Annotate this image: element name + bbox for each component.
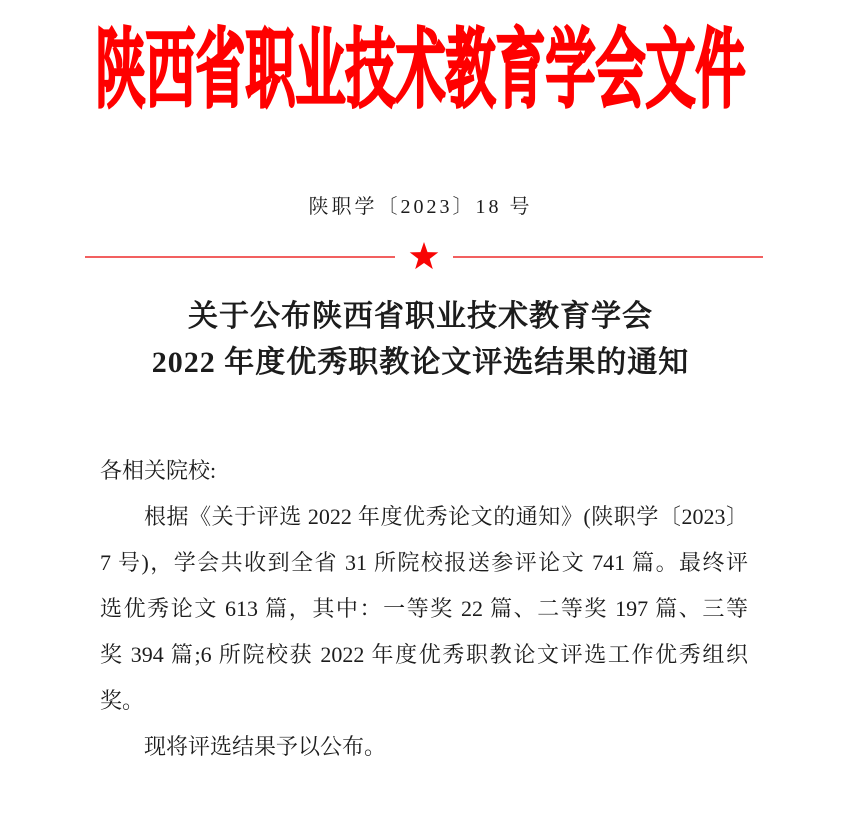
divider-line-right (453, 256, 763, 258)
notice-title-line1: 关于公布陕西省职业技术教育学会 (188, 300, 653, 333)
salutation: 各相关院校: (100, 458, 217, 483)
red-star-icon (407, 241, 441, 273)
header-divider (85, 241, 763, 273)
divider-line-left (85, 256, 395, 258)
notice-title (0, 294, 841, 386)
document-number: 陕职学〔2023〕18 号 (308, 196, 533, 218)
paragraph1-line1: 根据《关于评选 2022 年度优秀论文的通知》(陕职学〔2023〕 (144, 504, 748, 529)
notice-body (100, 448, 748, 770)
closing-line: 现将评选结果予以公布。 (144, 734, 387, 759)
paragraph1-line5: 奖。 (100, 688, 145, 713)
paragraph1-line3: 选优秀论文 613 篇，其中：一等奖 22 篇、二等奖 197 篇、三等 (100, 596, 748, 621)
paragraph1-line2: 7 号)，学会共收到全省 31 所院校报送参评论文 741 篇。最终评 (100, 550, 748, 575)
document-header-title: 陕西省职业技术教育学会文件 (95, 21, 746, 119)
paragraph1-line4: 奖 394 篇;6 所院校获 2022 年度优秀职教论文评选工作优秀组织 (100, 642, 748, 667)
notice-title-line2: 2022 年度优秀职教论文评选结果的通知 (151, 346, 690, 379)
